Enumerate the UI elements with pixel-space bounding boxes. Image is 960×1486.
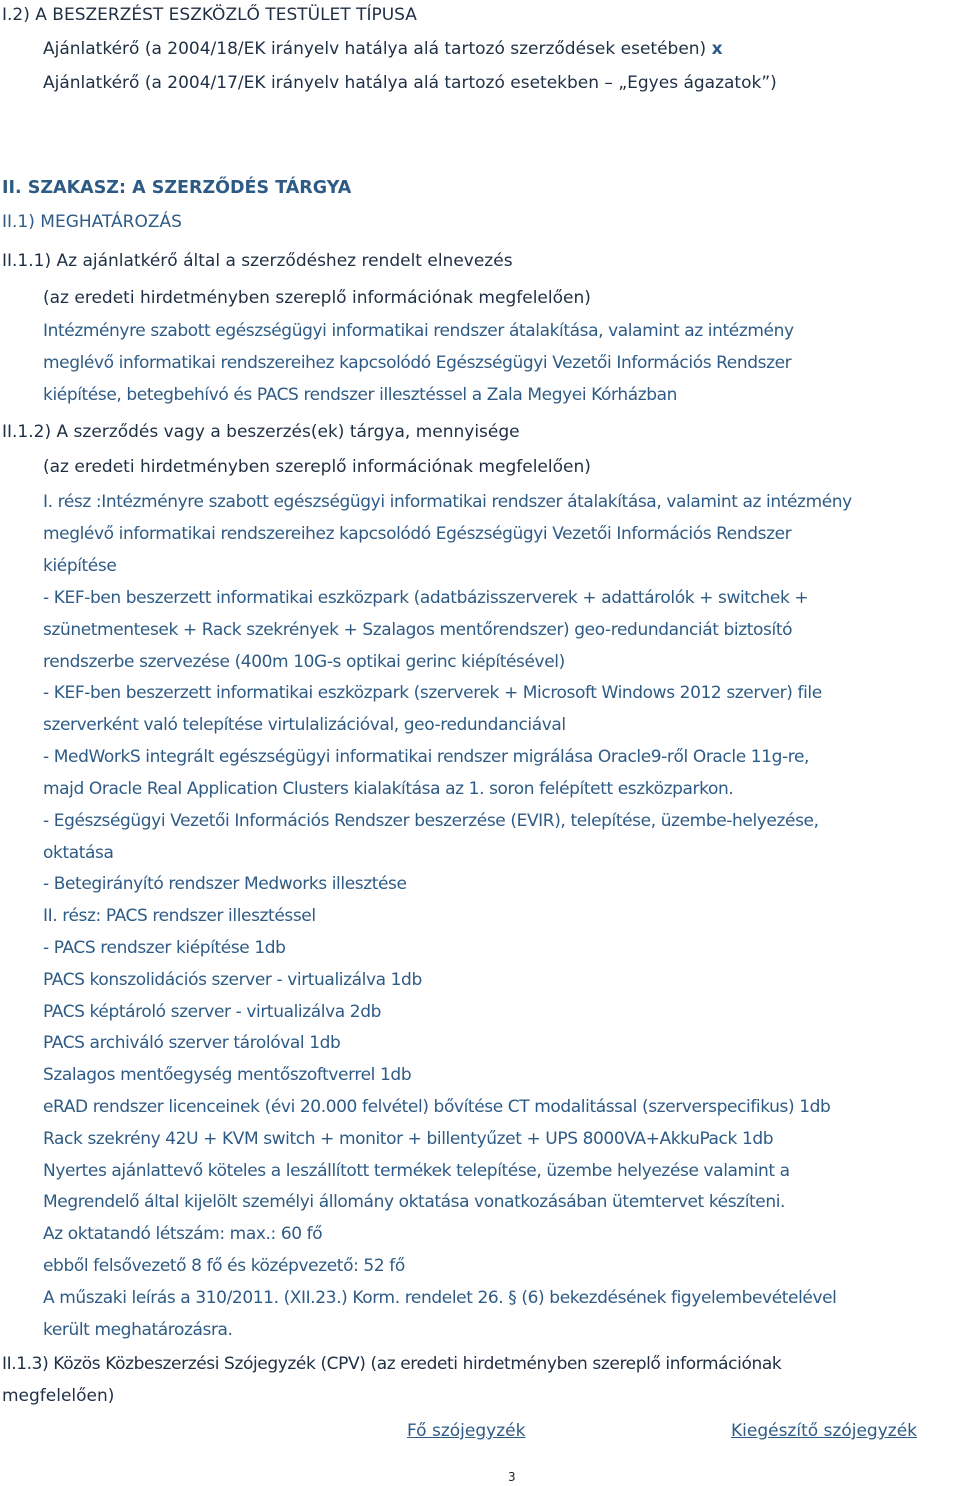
item-II12-line: Megrendelő által kijelölt személyi állomány oktatása vonatkozásában ütemtervet készíteni. (43, 1192, 786, 1212)
item-II12-title: II.1.2) A szerződés vagy a beszerzés(ek) tárgya, mennyisége (2, 422, 520, 442)
item-II12-line: PACS képtároló szerver - virtualizálva 2db (43, 1002, 381, 1022)
section-II1-heading: II.1) MEGHATÁROZÁS (2, 212, 182, 232)
item-II12-line: rendszerbe szervezése (400m 10G-s optikai gerinc kiépítésével) (43, 652, 565, 672)
item-II12-line: oktatása (43, 843, 114, 863)
option-1-checkmark: x (711, 39, 723, 59)
item-II12-line: - KEF-ben beszerzett informatikai eszközpark (szerverek + Microsoft Windows 2012 szerver) file (43, 683, 822, 703)
item-II13-title: II.1.3) Közös Közbeszerzési Szójegyzék (CPV) (az eredeti hirdetményben szereplő információnak (2, 1354, 782, 1374)
option-1-text: Ajánlatkérő (a 2004/18/EK irányelv hatálya alá tartozó szerződések esetében) (43, 39, 707, 59)
item-II12-line: - KEF-ben beszerzett informatikai eszközpark (adatbázisszerverek + adattárolók + switchek + (43, 588, 809, 608)
section-I2-option-2: Ajánlatkérő (a 2004/17/EK irányelv hatálya alá tartozó esetekben – „Egyes ágazatok”) (43, 73, 777, 93)
item-II11-line: Intézményre szabott egészségügyi informatikai rendszer átalakítása, valamint az intézmény (43, 321, 794, 341)
item-II13-title-cont: megfelelően) (2, 1386, 115, 1406)
item-II12-line: Rack szekrény 42U + KVM switch + monitor + billentyűzet + UPS 8000VA+AkkuPack 1db (43, 1129, 774, 1149)
section-II-heading: II. SZAKASZ: A SZERZŐDÉS TÁRGYA (2, 178, 352, 198)
item-II12-line: - Betegirányító rendszer Medworks illesztése (43, 874, 407, 894)
item-II12-line: - PACS rendszer kiépítése 1db (43, 938, 286, 958)
item-II12-line: Nyertes ajánlattevő köteles a leszállított termékek telepítése, üzembe helyezése valamint a (43, 1161, 790, 1181)
cpv-supplementary-vocabulary-link[interactable]: Kiegészítő szójegyzék (731, 1421, 917, 1441)
item-II12-line: meglévő informatikai rendszereihez kapcsolódó Egészségügyi Vezetői Információs Rendszer (43, 524, 792, 544)
item-II11-line: kiépítése, betegbehívó és PACS rendszer illesztéssel a Zala Megyei Kórházban (43, 385, 678, 405)
item-II12-line: szünetmentesek + Rack szekrények + Szalagos mentőrendszer) geo-redundanciát biztosító (43, 620, 793, 640)
item-II12-line: - Egészségügyi Vezetői Információs Rendszer beszerzése (EVIR), telepítése, üzembe-helyezése, (43, 811, 819, 831)
item-II12-line: II. rész: PACS rendszer illesztéssel (43, 906, 316, 926)
item-II12-line: - MedWorkS integrált egészségügyi informatikai rendszer migrálása Oracle9-ről Oracle 11g-re, (43, 747, 810, 767)
item-II12-note: (az eredeti hirdetményben szereplő információnak megfelelően) (43, 457, 591, 477)
item-II12-line: PACS archiváló szerver tárolóval 1db (43, 1033, 341, 1053)
item-II12-line: eRAD rendszer licenceinek (évi 20.000 felvétel) bővítése CT modalitással (szerverspecifikus) 1db (43, 1097, 831, 1117)
item-II12-line: került meghatározásra. (43, 1320, 233, 1340)
cpv-main-vocabulary-link[interactable]: Fő szójegyzék (407, 1421, 526, 1441)
item-II11-line: meglévő informatikai rendszereihez kapcsolódó Egészségügyi Vezetői Információs Rendszer (43, 353, 792, 373)
item-II12-line: Szalagos mentőegység mentőszoftverrel 1db (43, 1065, 412, 1085)
item-II12-line: kiépítése (43, 556, 117, 576)
item-II12-line: I. rész :Intézményre szabott egészségügyi informatikai rendszer átalakítása, valamint az intézmény (43, 492, 852, 512)
item-II11-title: II.1.1) Az ajánlatkérő által a szerződéshez rendelt elnevezés (2, 251, 513, 271)
item-II12-line: majd Oracle Real Application Clusters kialakítása az 1. soron felépített eszközparkon. (43, 779, 734, 799)
page-number: 3 (508, 1470, 516, 1484)
item-II12-line: Az oktatandó létszám: max.: 60 fő (43, 1224, 323, 1244)
item-II11-note: (az eredeti hirdetményben szereplő információnak megfelelően) (43, 288, 591, 308)
section-I2-heading: I.2) A BESZERZÉST ESZKÖZLŐ TESTÜLET TÍPUSA (2, 5, 417, 25)
item-II12-line: ebből felsővezető 8 fő és középvezető: 52 fő (43, 1256, 405, 1276)
section-I2-option-1 (43, 38, 723, 60)
item-II12-line: A műszaki leírás a 310/2011. (XII.23.) Korm. rendelet 26. § (6) bekezdésének figyelembevételével (43, 1288, 837, 1308)
item-II12-line: PACS konszolidációs szerver - virtualizálva 1db (43, 970, 422, 990)
item-II12-line: szerverként való telepítése virtulalizációval, geo-redundanciával (43, 715, 566, 735)
